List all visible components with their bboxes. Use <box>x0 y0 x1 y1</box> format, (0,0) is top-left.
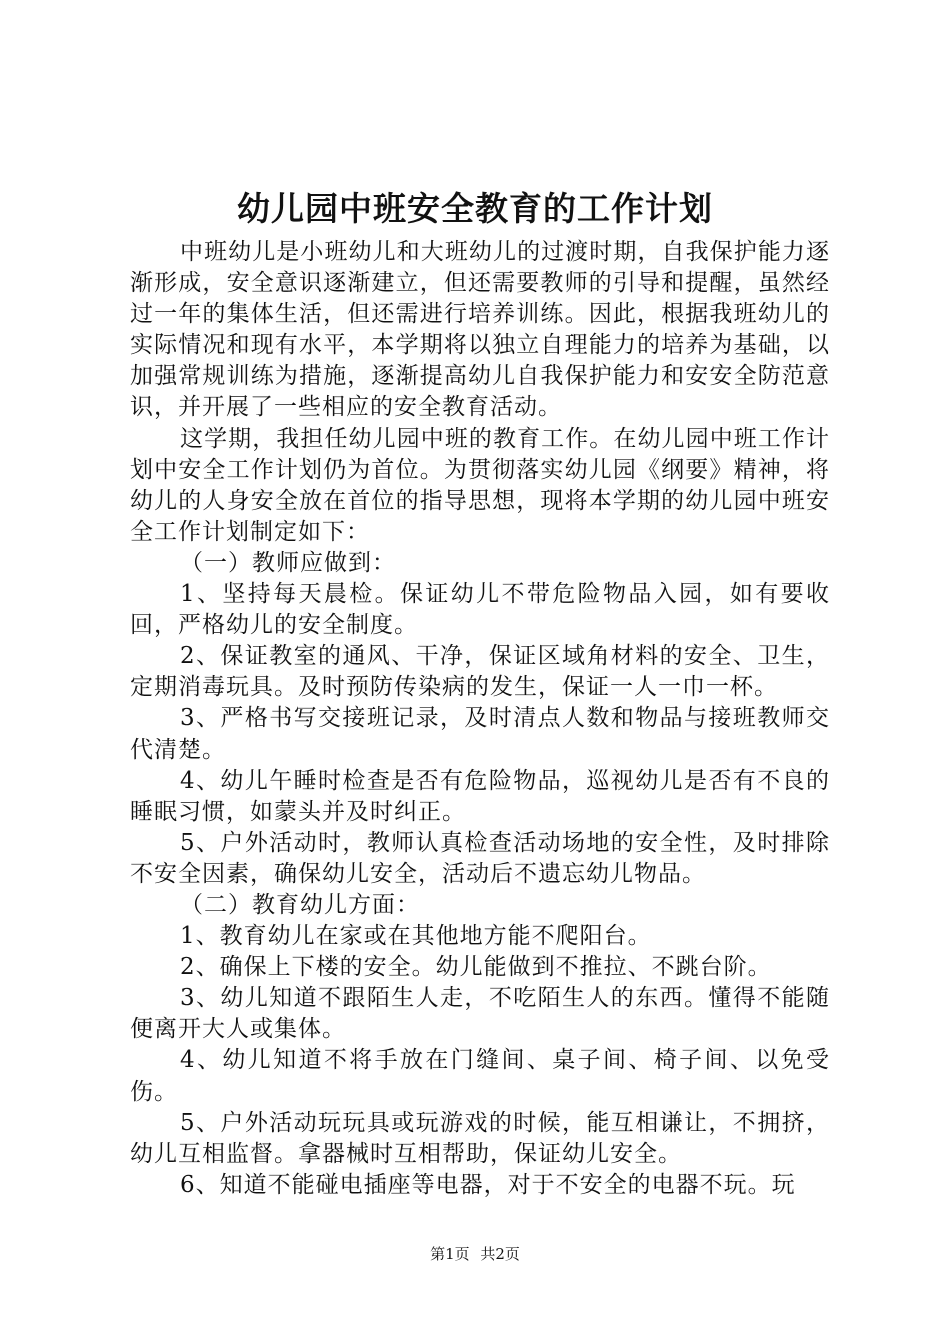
page-footer <box>0 1244 950 1264</box>
document-title: 幼儿园中班安全教育的工作计划 <box>237 189 713 228</box>
document-body <box>130 237 830 1201</box>
list-item: 5、户外活动时，教师认真检查活动场地的安全性，及时排除不安全因素，确保幼儿安全，活动后不遗忘幼儿物品。 <box>130 829 830 887</box>
list-item: 3、严格书写交接班记录，及时清点人数和物品与接班教师交代清楚。 <box>130 705 830 763</box>
list-item: 2、保证教室的通风、干净，保证区域角材料的安全、卫生，定期消毒玩具。及时预防传染病的发生，保证一人一巾一杯。 <box>130 643 830 701</box>
list-item: 3、幼儿知道不跟陌生人走，不吃陌生人的东西。懂得不能随便离开大人或集体。 <box>130 985 830 1043</box>
list-item: 4、幼儿午睡时检查是否有危险物品，巡视幼儿是否有不良的睡眠习惯，如蒙头并及时纠正。 <box>130 767 830 825</box>
list-item: 6、知道不能碰电插座等电器，对于不安全的电器不玩。玩 <box>180 1171 796 1198</box>
list-item: 5、户外活动玩玩具或玩游戏的时候，能互相谦让，不拥挤，幼儿互相监督。拿器械时互相帮助，保证幼儿安全。 <box>130 1109 830 1167</box>
page-total: 共2页 <box>480 1245 520 1263</box>
list-item: 1、坚持每天晨检。保证幼儿不带危险物品入园，如有要收回，严格幼儿的安全制度。 <box>130 581 830 639</box>
list-item: 2、确保上下楼的安全。幼儿能做到不推拉、不跳台阶。 <box>180 954 772 981</box>
paragraph: 中班幼儿是小班幼儿和大班幼儿的过渡时期，自我保护能力逐渐形成，安全意识逐渐建立，但还需要教师的引导和提醒，虽然经过一年的集体生活，但还需进行培养训练。因此，根据我班幼儿的实际情况和现有水平，本学期将以独立自理能力的培养为基础，以加强常规训练为措施，逐渐提高幼儿自我保护能力和安安全防范意识，并开展了一些相应的安全教育活动。 <box>130 239 830 421</box>
section-heading: （一）教师应做到： <box>180 549 396 576</box>
paragraph: 这学期，我担任幼儿园中班的教育工作。在幼儿园中班工作计划中安全工作计划仍为首位。为贯彻落实幼儿园《纲要》精神，将幼儿的人身安全放在首位的指导思想，现将本学期的幼儿园中班安全工作计划制定如下： <box>130 425 830 545</box>
page-number: 第1页 <box>430 1245 470 1263</box>
section-heading: （二）教育幼儿方面： <box>180 891 420 918</box>
list-item: 4、幼儿知道不将手放在门缝间、桌子间、椅子间、以免受伤。 <box>130 1047 830 1105</box>
list-item: 1、教育幼儿在家或在其他地方能不爬阳台。 <box>180 923 652 950</box>
